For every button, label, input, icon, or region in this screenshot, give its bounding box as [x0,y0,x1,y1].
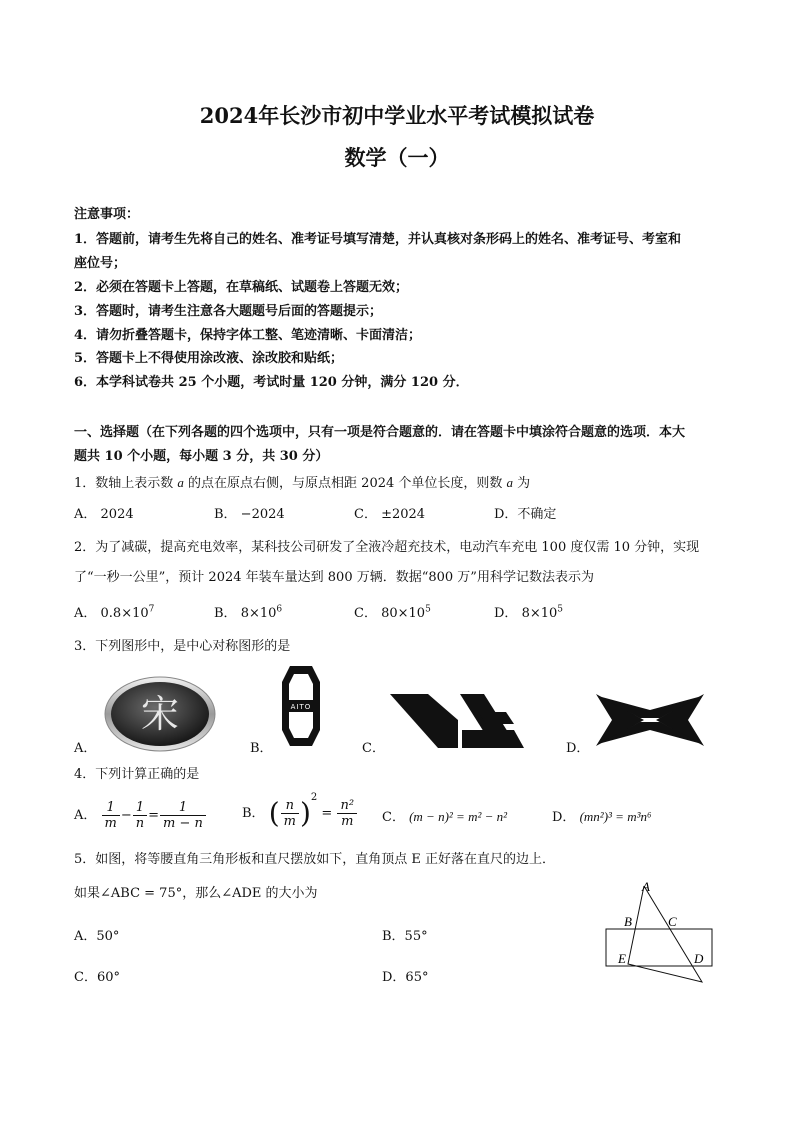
notice-heading: 注意事项： [74,207,140,222]
q4-stem: 4．下列计算正确的是 [74,767,200,782]
q3-option-a[interactable]: A． [74,741,97,756]
q5-geometry-figure [598,876,722,986]
exam-title: 2024年长沙市初中学业水平考试模拟试卷 [199,103,595,128]
triangle [628,886,702,982]
q2-stem-line2: 了“一秒一公里”，预计 2024 年装车量达到 800 万辆．数据“800 万”用科学记数法表示为 [74,570,594,585]
fraction: $\frac{1}{n}$ [133,800,147,831]
q4-option-b[interactable]: B． ( $\frac{n}{m}$ )$^2$ = $\frac{\text{n²}}{m}$ [242,798,358,829]
notice-item-6: 6．本学科试卷共 25 个小题，考试时量 120 分钟，满分 120 分． [74,375,469,390]
q2-option-b[interactable]: B． $8\times 10^6$ [214,604,283,621]
q3-stem: 3．下列图形中，是中心对称图形的是 [74,639,291,654]
q1-stem: 1．数轴上表示数 a 的点在原点右侧，与原点相距 2024 个单位长度，则数 a 为 [74,475,531,491]
q3-option-d[interactable]: D． [566,741,590,756]
q5-option-b[interactable]: B．55° [382,929,428,944]
q5-option-d[interactable]: D．65° [382,970,429,985]
q1-option-a[interactable]: A． 2024 [74,507,134,522]
q1-option-d[interactable]: D．不确定 [494,507,557,522]
q1-option-b[interactable]: B． −2024 [214,507,285,522]
q2-stem-line1: 2．为了减碳，提高充电效率，某科技公司研发了全液冷超充技术，电动汽车充电 100 度仅需 10 分钟，实现 [74,540,700,555]
exam-subtitle: 数学（一） [344,145,450,170]
label-b: B [624,914,632,929]
label-d: D [694,951,704,966]
label-c: C [668,914,677,929]
q5-option-c[interactable]: C．60° [74,970,120,985]
q3-option-c[interactable]: C． [362,741,385,756]
notice-item-1-cont: 座位号； [74,256,127,271]
q5-stem-line1: 5．如图，将等腰直角三角形板和直尺摆放如下，直角顶点 E 正好落在直尺的边上． [74,852,556,867]
label-e: E [618,951,626,966]
q2-option-c[interactable]: C． $80\times 10^5$ [354,604,431,621]
li-logo-image [388,690,528,750]
notice-item-2: 2．必须在答题卡上答题，在草稿纸、试题卷上答题无效； [74,280,409,295]
notice-item-5: 5．答题卡上不得使用涂改液、涂改胶和贴纸； [74,351,344,366]
fraction: $\frac{1}{m - n}$ [160,800,206,831]
q4-option-d[interactable]: D． (mn²)³ = m³n⁶ [552,809,652,825]
q5-stem-line2: 如果∠ABC = 75°，那么∠ADE 的大小为 [74,886,318,901]
notice-item-4: 4．请勿折叠答题卡，保持字体工整、笔迹清晰、卡面清洁； [74,328,422,343]
q2-option-a[interactable]: A． $0.8\times 10^7$ [74,604,155,621]
x-logo-image [594,692,706,748]
song-logo-image [104,676,216,752]
q2-option-d[interactable]: D． $8\times 10^5$ [494,604,564,621]
aito-logo-text: AITO [290,703,312,711]
section-1-heading-cont: 题共 10 个小题，每小题 3 分，共 30 分） [74,449,329,464]
q5-option-a[interactable]: A．50° [74,929,120,944]
fraction: $\frac{\text{n²}}{m}$ [337,798,357,829]
q3-option-b[interactable]: B． [250,741,273,756]
notice-item-3: 3．答题时，请考生注意各大题题号后面的答题提示； [74,304,383,319]
q4-option-a[interactable]: A． $\frac{1}{m}$ − $\frac{1}{n}$ = $\frac{1}{m - n}$ [74,800,207,831]
label-a: A [642,879,650,894]
aito-logo-image [280,662,322,750]
q1-option-c[interactable]: C． ±2024 [354,507,426,522]
section-1-heading: 一、选择题（在下列各题的四个选项中，只有一项是符合题意的．请在答题卡中填涂符合题意的选项．本大 [74,425,686,440]
fraction: $\frac{n}{m}$ [281,798,299,829]
song-logo-glyph: 宋 [140,692,180,736]
fraction: $\frac{1}{m}$ [102,800,120,831]
notice-item-1: 1．答题前，请考生先将自己的姓名、准考证号填写清楚，并认真核对条形码上的姓名、准考证号、考室和 [74,232,682,247]
q4-option-c[interactable]: C． (m − n)² = m² − n² [382,809,508,825]
